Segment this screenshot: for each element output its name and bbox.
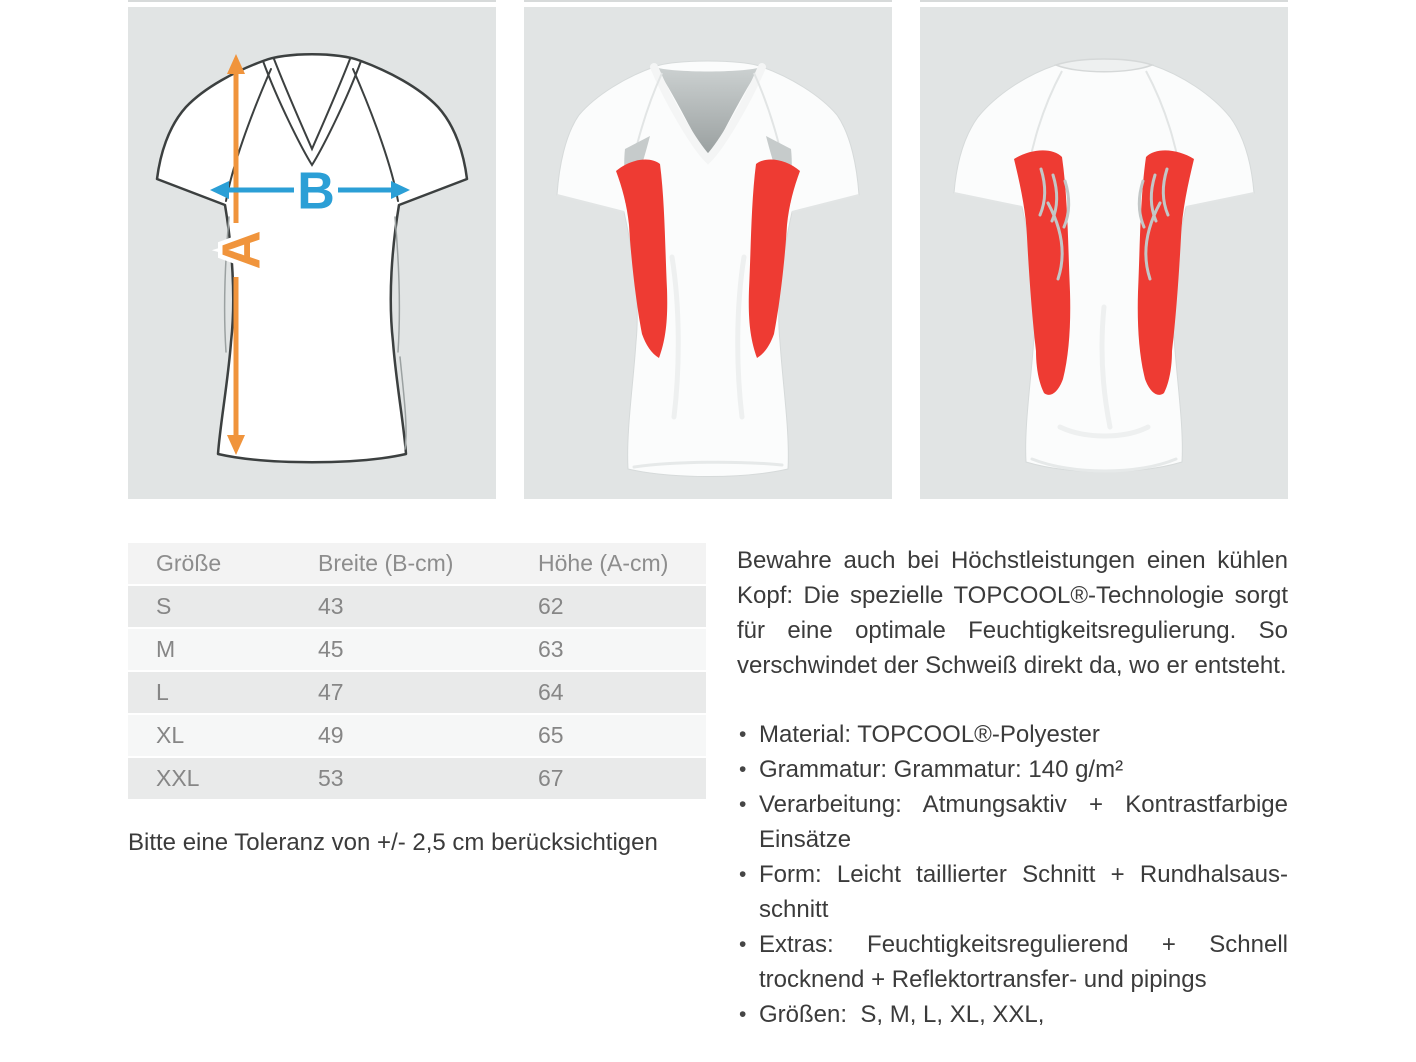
size-cell: M (156, 636, 176, 662)
table-row (128, 586, 706, 629)
feature-item-material: • Material: TOPCOOL®-Polyester (737, 717, 1288, 752)
size-cell: S (156, 593, 172, 619)
height-cell: 64 (538, 679, 564, 705)
col-header-height: Höhe (A-cm) (538, 550, 669, 576)
col-header-width: Breite (B-cm) (318, 550, 454, 576)
height-cell: 63 (538, 636, 564, 662)
width-cell: 45 (318, 636, 344, 662)
panel-top-divider (524, 0, 892, 2)
front-view-image (524, 7, 892, 499)
width-cell: 49 (318, 722, 344, 748)
back-view-panel (920, 0, 1288, 499)
width-cell: 47 (318, 679, 344, 705)
panel-top-divider (920, 0, 1288, 2)
table-row (128, 629, 706, 672)
col-header-size: Größe (156, 550, 222, 576)
width-cell: 43 (318, 593, 344, 619)
measure-label-a: A (211, 230, 272, 270)
red-side-panel-left (1014, 150, 1070, 394)
description-paragraph: Bewahre auch bei Höchstleistungen einen kühlen Kopf: Die spezielle TOPCOOL®-Technologie sorgt für eine optimale Feuchtigkeitsregulierung. So verschwindet der Schweiß direkt da, wo er entsteht. (737, 547, 1288, 679)
table-row (128, 758, 706, 801)
measure-label-b: B (297, 162, 335, 221)
product-description (737, 543, 1288, 1032)
panel-top-divider (128, 0, 496, 2)
red-side-panel-right (749, 160, 800, 358)
back-view-image (920, 7, 1288, 499)
width-cell: 53 (318, 765, 344, 791)
red-side-panel-right (1138, 150, 1194, 394)
size-cell: L (156, 679, 169, 705)
shirt-outline (157, 54, 467, 462)
size-table (128, 543, 706, 801)
size-diagram-image (128, 7, 496, 499)
size-cell: XXL (156, 765, 200, 791)
front-view-panel (524, 0, 892, 499)
shirt-back-body (954, 59, 1254, 472)
product-images (128, 0, 1288, 499)
size-cell: XL (156, 722, 185, 748)
size-diagram-panel (128, 0, 496, 499)
feature-item-form: • Form: Leicht taillierter Schnitt + Rundhalsausschnitt (737, 857, 1288, 927)
feature-item-grammatur: • Grammatur: Grammatur: 140 g/m² (737, 752, 1288, 787)
feature-item-verarbeitung: • Verarbeitung: Atmungsaktiv + Kontrastfarbige Einsätze (737, 787, 1288, 857)
table-header-row (128, 543, 706, 586)
tolerance-note: Bitte eine Toleranz von +/- 2,5 cm berücksichtigen (128, 829, 658, 856)
feature-item-groessen: • Größen: S, M, L, XL, XXL, (737, 997, 1288, 1032)
feature-item-extras: • Extras: Feuchtigkeitsregulierend + Schnell trocknend + Reflektortransfer- und pipings (737, 927, 1288, 997)
feature-list (737, 717, 1288, 1032)
product-detail-section (128, 0, 1288, 1032)
height-cell: 62 (538, 593, 564, 619)
back-collar (1056, 59, 1152, 72)
table-row (128, 715, 706, 758)
red-side-panel-left (616, 160, 667, 358)
height-cell: 67 (538, 765, 564, 791)
table-row (128, 672, 706, 715)
height-cell: 65 (538, 722, 564, 748)
